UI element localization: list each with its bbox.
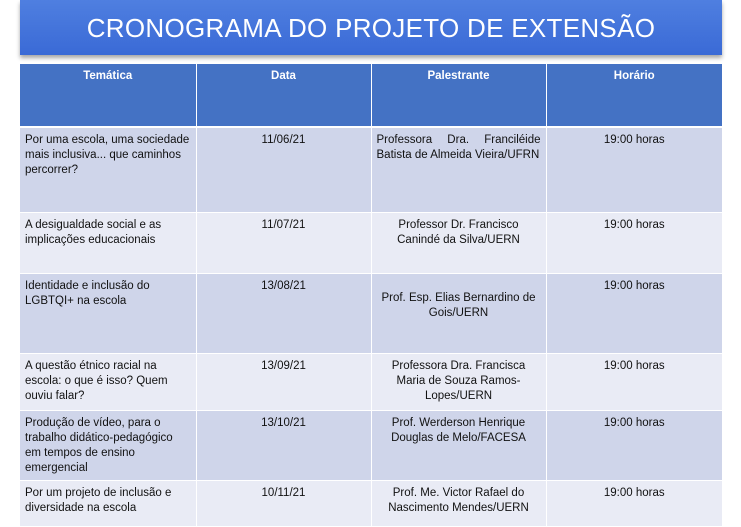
date-cell: 13/10/21 — [196, 411, 371, 481]
topic-cell: A desigualdade social e as implicações educacionais — [20, 213, 196, 274]
table-row — [20, 213, 722, 274]
title-banner — [20, 0, 722, 55]
table-row — [20, 354, 722, 411]
table-row — [20, 411, 722, 481]
topic-cell: Por uma escola, uma sociedade mais inclusiva... que caminhos percorrer? — [20, 127, 196, 213]
topic-cell: Produção de vídeo, para o trabalho didático-pedagógico em tempos de ensino emergencial — [20, 411, 196, 481]
header-palestrante: Palestrante — [371, 64, 546, 127]
topic-cell: Identidade e inclusão do LGBTQI+ na escola — [20, 274, 196, 354]
date-cell: 13/09/21 — [196, 354, 371, 411]
topic-cell: Por um projeto de inclusão e diversidade na escola — [20, 481, 196, 527]
time-cell: 19:00 horas — [546, 354, 722, 411]
speaker-cell: Prof. Esp. Elias Bernardino de Gois/UERN — [371, 274, 546, 354]
time-cell: 19:00 horas — [546, 274, 722, 354]
date-cell: 11/07/21 — [196, 213, 371, 274]
table-row — [20, 127, 722, 213]
schedule-table — [20, 64, 722, 527]
time-cell: 19:00 horas — [546, 127, 722, 213]
header-tematica: Temática — [20, 64, 196, 127]
date-cell: 11/06/21 — [196, 127, 371, 213]
table-header-row — [20, 64, 722, 127]
speaker-cell: Professora Dra. Franciléide Batista de Almeida Vieira/UFRN — [371, 127, 546, 213]
time-cell: 19:00 horas — [546, 213, 722, 274]
date-cell: 13/08/21 — [196, 274, 371, 354]
time-cell: 19:00 horas — [546, 411, 722, 481]
speaker-cell: Professora Dra. Francisca Maria de Souza Ramos-Lopes/UERN — [371, 354, 546, 411]
speaker-cell: Professor Dr. Francisco Canindé da Silva/UERN — [371, 213, 546, 274]
page-title: CRONOGRAMA DO PROJETO DE EXTENSÃO — [86, 12, 656, 43]
topic-cell: A questão étnico racial na escola: o que é isso? Quem ouviu falar? — [20, 354, 196, 411]
speaker-cell: Prof. Me. Victor Rafael do Nascimento Mendes/UERN — [371, 481, 546, 527]
speaker-cell: Prof. Werderson Henrique Douglas de Melo/FACESA — [371, 411, 546, 481]
header-data: Data — [196, 64, 371, 127]
table-row — [20, 481, 722, 527]
table-row — [20, 274, 722, 354]
date-cell: 10/11/21 — [196, 481, 371, 527]
header-horario: Horário — [546, 64, 722, 127]
time-cell: 19:00 horas — [546, 481, 722, 527]
